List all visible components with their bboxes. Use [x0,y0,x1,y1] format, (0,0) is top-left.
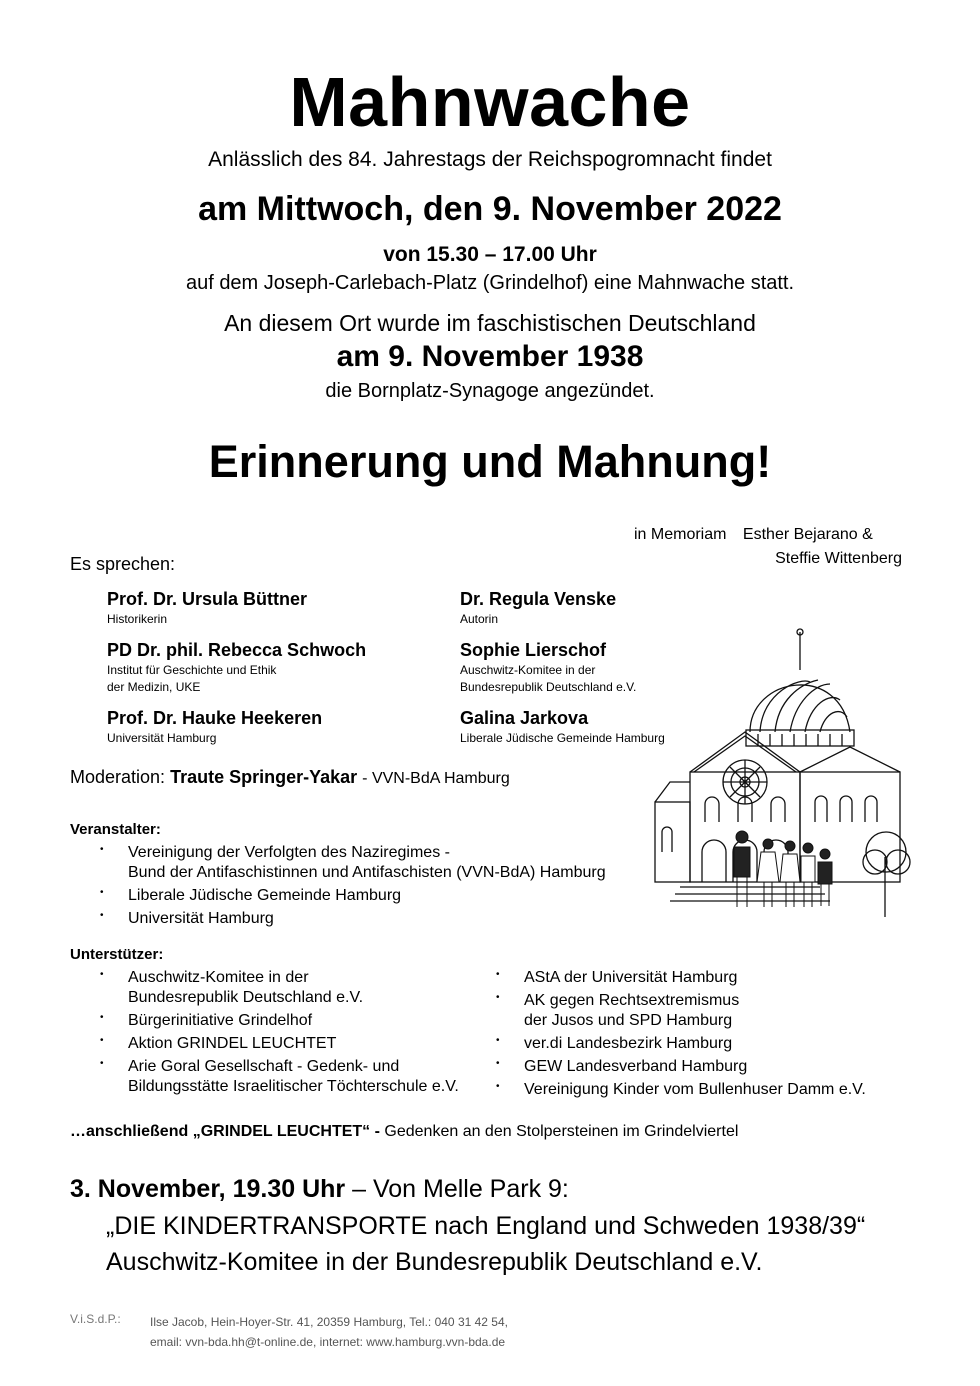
speaker-role: Autorin [460,612,499,626]
speaker-role: Liberale Jüdische Gemeinde Hamburg [460,731,665,745]
speaker-role: Institut für Geschichte und Ethik der Medizin, UKE [107,663,277,694]
list-item: • Universität Hamburg [100,909,606,929]
memoriam-name-1: Esther Bejarano & [742,526,873,543]
history-text: An diesem Ort wurde im faschistischen Deutschland [224,310,756,336]
list-item: • Arie Goral Gesellschaft - Gedenk- und Bildungsstätte Israelitischer Töchterschule e.V. [100,1057,459,1097]
speaker-entry [107,639,366,696]
moderator-org: - VVN-BdA Hamburg [362,770,510,787]
speaker-role: Universität Hamburg [107,731,217,745]
page-title: Mahnwache [289,63,691,141]
speaker-name: PD Dr. phil. Rebecca Schwoch [107,640,367,660]
list-item: • ver.di Landesbezirk Hamburg [496,1034,866,1054]
followup-title: …anschließend „GRINDEL LEUCHTET“ - [70,1123,380,1140]
list-item: • Liberale Jüdische Gemeinde Hamburg [100,886,606,906]
speaker-entry [107,707,322,747]
moderation-label: Moderation: [70,767,166,787]
imprint-label: V.i.S.d.P.: [70,1312,121,1326]
speaker-name: Prof. Dr. Hauke Heekeren [107,708,323,728]
imprint-text [150,1312,508,1352]
list-item: • GEW Landesverband Hamburg [496,1057,866,1077]
supporters-list-right [496,968,866,1103]
nov3-org: Auschwitz-Komitee in der Bundesrepublik Deutschland e.V. [106,1248,763,1276]
imprint-line-2: email: vvn-bda.hh@t-online.de, internet: www.hamburg.vvn-bda.de [150,1335,506,1349]
intro-text: Anlässlich des 84. Jahrestags der Reichspogromnacht findet [208,148,772,171]
speaker-name: Dr. Regula Venske [460,589,617,609]
nov3-location: – Von Melle Park 9: [352,1175,569,1203]
speaker-name: Sophie Lierschof [460,640,607,660]
speaker-entry [460,639,636,696]
event-time: von 15.30 – 17.00 Uhr [383,243,597,266]
speaker-entry [460,707,665,747]
event-date: am Mittwoch, den 9. November 2022 [198,190,782,228]
list-item: • Auschwitz-Komitee in der Bundesrepublik Deutschland e.V. [100,968,459,1008]
motto-heading: Erinnerung und Mahnung! [208,436,772,487]
speaker-role: Auschwitz-Komitee in der Bundesrepublik Deutschland e.V. [460,663,637,694]
speaker-name: Galina Jarkova [460,708,589,728]
followup-event [70,1123,738,1141]
nov3-date: 3. November, 19.30 Uhr [70,1175,346,1203]
speaker-entry [460,588,616,628]
organizers-list [100,843,606,932]
speaker-name: Prof. Dr. Ursula Büttner [107,589,308,609]
memoriam-label: in Memoriam [634,526,727,543]
speaker-entry [107,588,307,628]
followup-text: Gedenken an den Stolpersteinen im Grindelviertel [384,1123,739,1140]
nov3-title: „DIE KINDERTRANSPORTE nach England und Schweden 1938/39“ [106,1212,866,1240]
list-item: • Bürgerinitiative Grindelhof [100,1011,459,1031]
moderator-name: Traute Springer-Yakar [170,767,358,787]
memoriam-name-2: Steffie Wittenberg [775,550,902,567]
supporters-label: Unterstützer: [70,946,164,963]
list-item: • AStA der Universität Hamburg [496,968,866,988]
in-memoriam [634,523,902,571]
speakers-label: Es sprechen: [70,554,176,574]
history-text-2: die Bornplatz-Synagoge angezündet. [325,380,655,402]
organizers-label: Veranstalter: [70,821,161,838]
list-item: • Aktion GRINDEL LEUCHTET [100,1034,459,1054]
supporters-list-left [100,968,459,1100]
list-item: • AK gegen Rechtsextremismus der Jusos und SPD Hamburg [496,991,866,1031]
moderation-line [70,767,510,788]
nov3-heading [70,1175,569,1204]
list-item: • Vereinigung der Verfolgten des Naziregimes - Bund der Antifaschistinnen und Antifaschisten (VVN-BdA) Hamburg [100,843,606,883]
imprint-line-1: Ilse Jacob, Hein-Hoyer-Str. 41, 20359 Hamburg, Tel.: 040 31 42 54, [150,1315,508,1329]
speaker-role: Historikerin [107,612,168,626]
synagogue-illustration [650,622,920,940]
history-date: am 9. November 1938 [336,340,644,373]
list-item: • Vereinigung Kinder vom Bullenhuser Damm e.V. [496,1080,866,1100]
event-place: auf dem Joseph-Carlebach-Platz (Grindelhof) eine Mahnwache statt. [185,272,795,294]
